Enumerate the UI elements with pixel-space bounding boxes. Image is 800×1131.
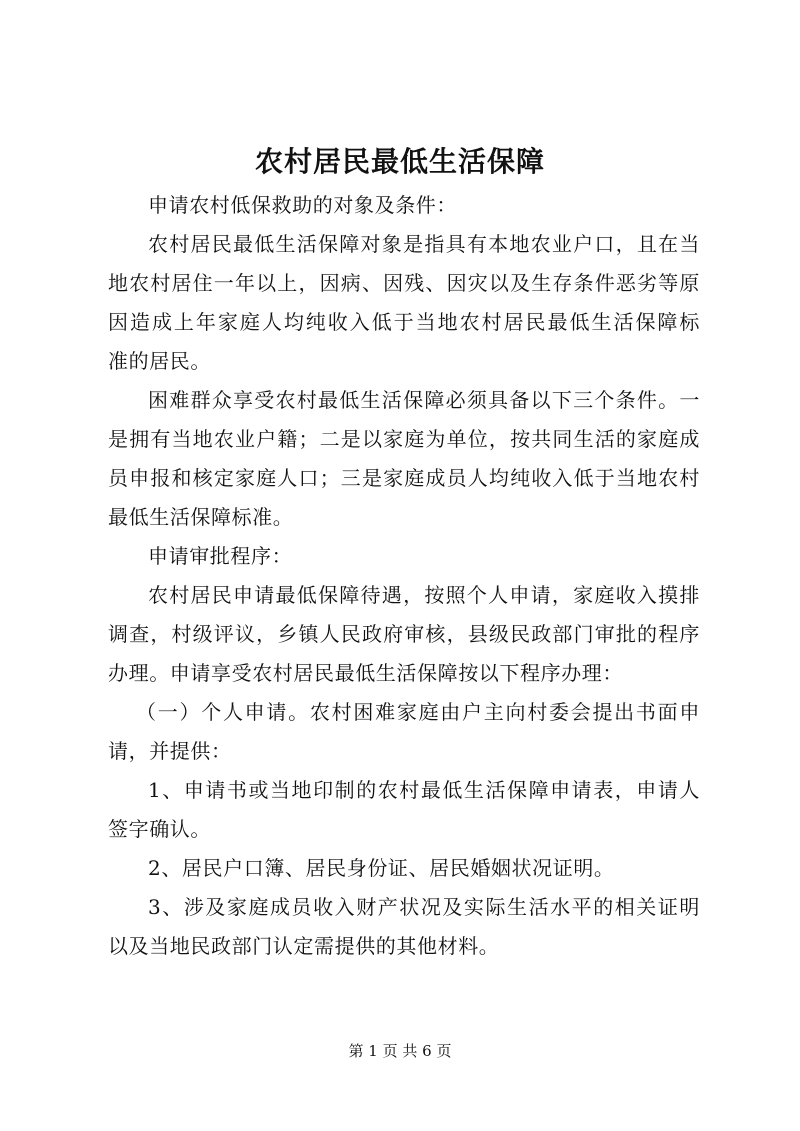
paragraph-line: 准的居民。: [108, 349, 211, 373]
paragraph-approval-procedure-heading: [108, 537, 700, 576]
paragraph-line: 是拥有当地农业户籍；二是以家庭为单位，按共同生活的家庭成: [108, 427, 700, 451]
paragraph-procedure-overview: [108, 576, 700, 693]
paragraph-line: 办理。申请享受农村居民最低生活保障按以下程序办理：: [108, 661, 623, 685]
paragraph-line: 因造成上年家庭人均纯收入低于当地农村居民最低生活保障标: [108, 310, 700, 334]
list-item-income-proof: [108, 888, 700, 966]
paragraph-line: 地农村居住一年以上，因病、因残、因灾以及生存条件恶劣等原: [108, 271, 700, 295]
paragraph-line: 农村居民申请最低保障待遇，按照个人申请，家庭收入摸排: [148, 583, 700, 607]
paragraph-personal-application: [108, 693, 700, 771]
paragraph-line: 申请审批程序：: [148, 544, 293, 568]
list-item-application-form: [108, 771, 700, 849]
paragraph-line: 请，并提供：: [108, 739, 232, 763]
page-title: 农村居民最低生活保障: [254, 145, 545, 178]
paragraph-three-conditions: [108, 381, 700, 537]
paragraph-line: 员申报和核定家庭人口；三是家庭成员人均纯收入低于当地农村: [108, 466, 700, 490]
list-item-identity-documents: [108, 849, 700, 888]
paragraph-line: 申请农村低保救助的对象及条件：: [148, 193, 457, 217]
paragraph-line: 调查，村级评议，乡镇人民政府审核，县级民政部门审批的程序: [108, 622, 700, 646]
paragraph-line: 困难群众享受农村最低生活保障必须具备以下三个条件。一: [148, 388, 700, 412]
page-number-footer: 第 1 页 共 6 页: [348, 1042, 452, 1060]
paragraph-line: 农村居民最低生活保障对象是指具有本地农业户口，且在当: [148, 232, 700, 256]
paragraph-line: （一）个人申请。农村困难家庭由户主向村委会提出书面申: [136, 700, 700, 724]
document-body: [108, 186, 700, 966]
paragraph-line: 以及当地民政部门认定需提供的其他材料。: [108, 934, 500, 958]
paragraph-eligible-objects: [108, 225, 700, 381]
paragraph-line: 签字确认。: [108, 817, 211, 841]
paragraph-line: 1、申请书或当地印制的农村最低生活保障申请表，申请人: [148, 778, 700, 802]
paragraph-line: 最低生活保障标准。: [108, 505, 294, 529]
paragraph-line: 3、涉及家庭成员收入财产状况及实际生活水平的相关证明: [148, 895, 700, 919]
paragraph-line: 2、居民户口簿、居民身份证、居民婚姻状况证明。: [148, 856, 615, 880]
paragraph-applicant-conditions-heading: [108, 186, 700, 225]
